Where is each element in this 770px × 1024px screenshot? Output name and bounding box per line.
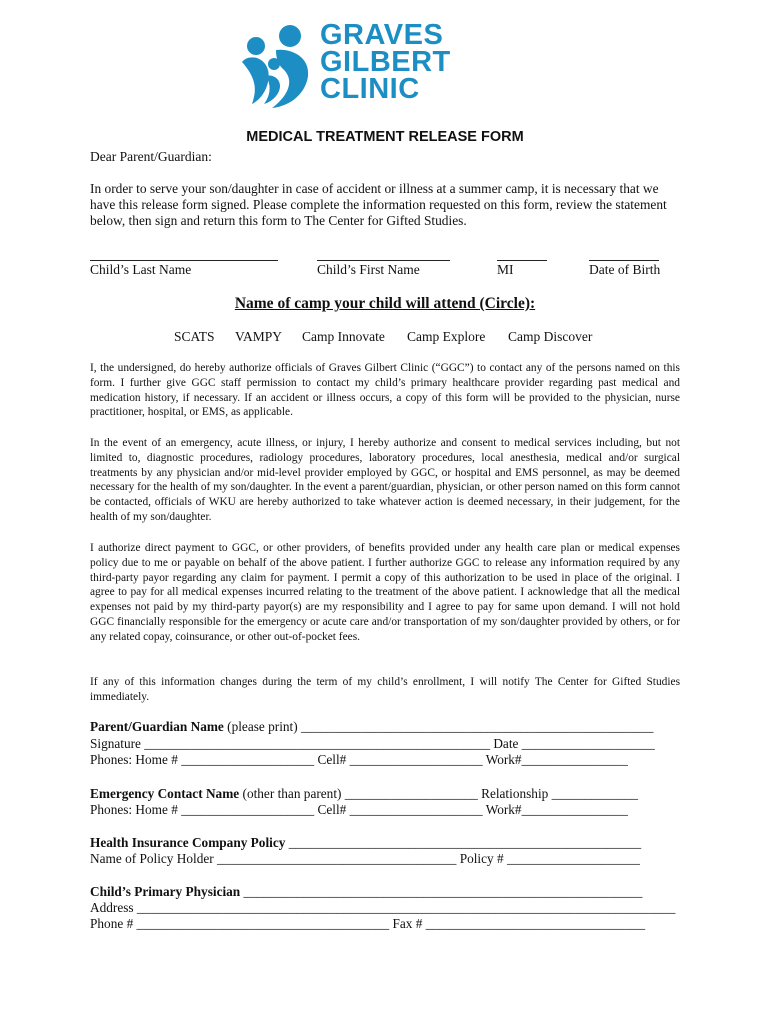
guardian-phones-field[interactable]: Phones: Home # ____________________ Cell# ____________________ Work#________________ — [90, 752, 628, 767]
emergency-contact-label: Emergency Contact Name — [90, 786, 240, 801]
camp-option-innovate[interactable]: Camp Innovate — [302, 329, 385, 344]
physician-field[interactable] — [90, 884, 682, 900]
last-name-label: Child’s Last Name — [90, 262, 192, 277]
guardian-name-field[interactable] — [90, 719, 682, 735]
guardian-name-line: (please print) _____________________________________________________ — [223, 719, 654, 734]
payment-paragraph: I authorize direct payment to GGC, or other providers, of benefits provided under any health care plan or medical expenses policy due to me or payable on behalf of the above patient. I further authorize GGC to release any information required by any third-party payor regarding any claim for payment. I permit a copy of this authorization to be used in place of the original. I agree to pay for all medical expenses incurred relating to the treatment of the above patient. I acknowledge that all the medical expenses not paid by my third-party payor(s) are my responsibility and I agree to pay for same upon demand. I will not hold GGC financially responsible for the emergency or acute care and/or transportation of my son/daughter provided by others, or for any related copay, coinsurance, or other out-of-pocket fees. — [90, 542, 680, 643]
signature-field[interactable]: Signature ____________________________________________________ Date ____________________ — [90, 736, 655, 751]
emergency-contact-field[interactable] — [90, 786, 682, 802]
first-name-label: Child’s First Name — [317, 262, 420, 277]
last-name-line[interactable] — [90, 260, 278, 261]
first-name-line[interactable] — [317, 260, 450, 261]
clinic-logo-text — [320, 19, 451, 105]
insurance-policy-field[interactable] — [90, 835, 682, 851]
physician-address-field[interactable]: Address _________________________________________________________________________________ — [90, 900, 676, 915]
camp-option-vampy[interactable]: VAMPY — [235, 329, 283, 344]
camp-option-scats[interactable]: SCATS — [174, 329, 215, 344]
emergency-consent-paragraph: In the event of an emergency, acute illness, or injury, I hereby authorize and consent to medical services including, but not limited to, diagnostic procedures, radiology procedures, laboratory procedures, local anesthesia, medical and/or surgical treatments by any physician and/or mid-level provider employed by GGC, or hospital and EMS personnel, as may be deemed necessary for the health of my son/daughter. In the event a parent/guardian, physician, or other person named on this form cannot be contacted, officials of WKU are hereby authorized to take whatever action is deemed necessary, in their judgement, for the health of my son/daughter. — [90, 437, 680, 523]
insurance-policy-label: Health Insurance Company Policy — [90, 835, 286, 850]
physician-line: ____________________________________________________________ — [240, 884, 643, 899]
form-title: MEDICAL TREATMENT RELEASE FORM — [246, 129, 524, 145]
camp-option-explore[interactable]: Camp Explore — [407, 329, 486, 344]
guardian-name-label: Parent/Guardian Name — [90, 719, 224, 734]
camp-option-discover[interactable]: Camp Discover — [508, 329, 593, 344]
clinic-logo — [238, 19, 478, 110]
greeting: Dear Parent/Guardian: — [90, 149, 212, 164]
authorization-paragraph: I, the undersigned, do hereby authorize officials of Graves Gilbert Clinic (“GGC”) to contact any of the persons named on this form. I further give GGC staff permission to contact my child’s primary healthcare provider regarding past medical and medication history, if necessary. If an accident or illness occurs, a copy of this form will be provided to the physician, nurse practitioner, hospital, or EMS, as applicable. — [90, 362, 680, 419]
physician-label: Child’s Primary Physician — [90, 884, 241, 899]
logo-line-3: CLINIC — [320, 73, 420, 105]
mi-line[interactable] — [497, 260, 547, 261]
family-logo-icon — [238, 22, 316, 110]
emergency-phones-field[interactable]: Phones: Home # ____________________ Cell# ____________________ Work#________________ — [90, 802, 628, 817]
mi-label: MI — [497, 262, 514, 277]
notify-paragraph: If any of this information changes during the term of my child’s enrollment, I will notify The Center for Gifted Studies immediately. — [90, 676, 680, 703]
insurance-policy-line: _____________________________________________________ — [285, 835, 642, 850]
intro-paragraph: In order to serve your son/daughter in case of accident or illness at a summer camp, it is necessary that we have this release form signed. Please complete the information requested on this form, review the statement below, then sign and return this form to The Center for Gifted Studies. — [90, 181, 667, 228]
dob-label: Date of Birth — [589, 262, 661, 277]
logo-line-1: GRAVES — [320, 19, 444, 51]
dob-line[interactable] — [589, 260, 659, 261]
physician-phone-field[interactable]: Phone # ______________________________________ Fax # _________________________________ — [90, 916, 646, 931]
camp-heading: Name of camp your child will attend (Circle): — [234, 295, 536, 312]
policy-holder-field[interactable]: Name of Policy Holder ____________________________________ Policy # ____________________ — [90, 851, 640, 866]
logo-line-2: GILBERT — [320, 46, 451, 78]
emergency-contact-line: (other than parent) ____________________ Relationship _____________ — [239, 786, 639, 801]
